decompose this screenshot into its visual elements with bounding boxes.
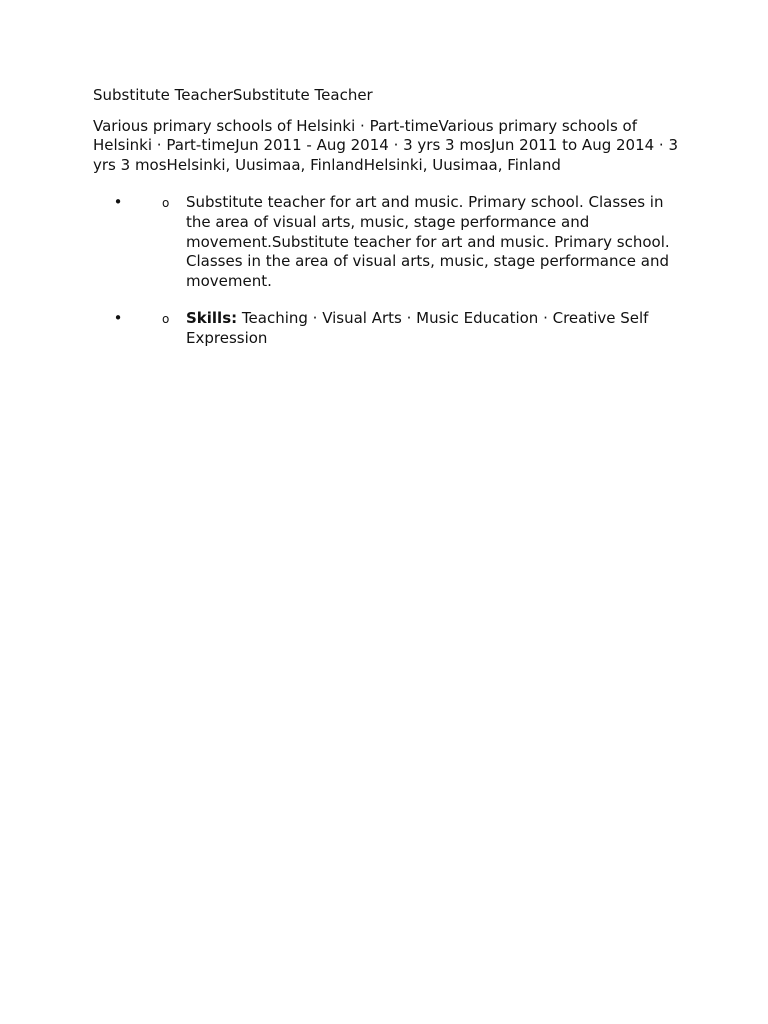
- skills-list-item: [93, 309, 683, 348]
- skills-text: Teaching · Visual Arts · Music Education · Creative Self Expression: [186, 309, 649, 347]
- bullet-icon: •: [113, 309, 123, 328]
- circle-bullet-icon: o: [162, 312, 170, 327]
- skills-sublist: [93, 309, 683, 348]
- experience-details-list: [93, 193, 683, 348]
- job-meta: Various primary schools of Helsinki · Part-timeVarious primary schools of Helsinki · Part-timeJun 2011 - Aug 2014 · 3 yrs 3 mosJun 2011 to Aug 2014 · 3 yrs 3 mosHelsinki, Uusimaa, FinlandHelsinki, Uusimaa, Finland: [93, 116, 679, 174]
- bullet-icon: •: [113, 193, 123, 212]
- document-page: [93, 86, 683, 359]
- job-title: Substitute TeacherSubstitute Teacher: [93, 86, 373, 104]
- circle-bullet-icon: o: [162, 196, 170, 211]
- skills-item: [93, 309, 683, 348]
- description-item: [93, 193, 683, 291]
- description-text: Substitute teacher for art and music. Primary school. Classes in the area of visual arts, music, stage performance and movement.Substitute teacher for art and music. Primary school. Classes in the area of visual arts, music, stage performance and movement.: [186, 193, 670, 290]
- description-list-item: [93, 193, 683, 291]
- skills-label: Skills:: [186, 309, 238, 328]
- description-sublist: [93, 193, 683, 291]
